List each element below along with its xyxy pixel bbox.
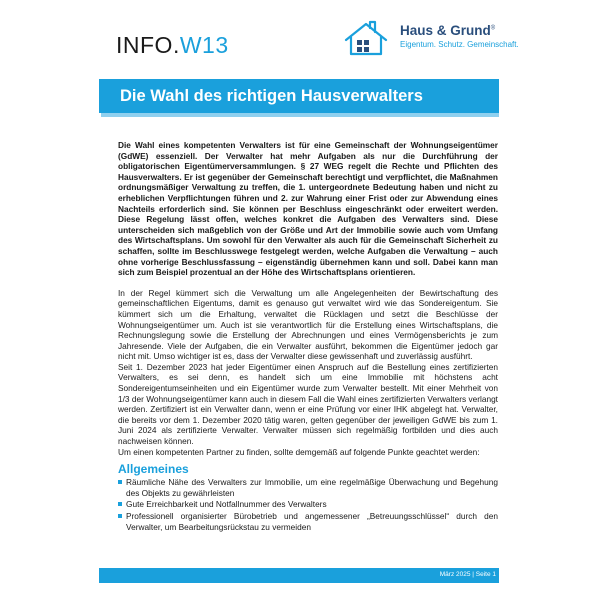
paragraph-2: Seit 1. Dezember 2023 hat jeder Eigentümer einen Anspruch auf die Bestellung eines zertifizierten Verwalters, es sei denn, es handelt sich um eine Immobilie mit höchstens acht Sondereigentumseinheiten und ein Eigentümer wurde zum Verwalter bestellt. Mit einer Mehrheit von 1/3 der Wohnungseigentümer kann auch in diesem Fall die Wahl eines zertifizierten Verwalters verlangt werden. Zertifiziert ist ein Verwalter dann, wenn er eine Prüfung vor einer IHK abgelegt hat. Verwalter, die bereits vor dem 1. Dezember 2020 tätig waren, gelten gegenüber der jeweiligen GdWE bis zum 1. Juni 2024 als zertifizierte Verwalter. Verwalter müssen sich regelmäßig fortbilden und dies auch nachweisen können. [118,361,498,447]
info-code-number: W13 [179,32,229,58]
list-item [118,477,498,498]
list-item-text: Räumliche Nähe des Verwalters zur Immobilie, um eine regelmäßige Überwachung und Begehung des Objekts zu gewährleisten [126,477,498,498]
bullet-square-icon [118,502,122,506]
bullet-square-icon [118,514,122,518]
bullet-list [118,477,498,532]
paragraph-1: In der Regel kümmert sich die Verwaltung um alle Angelegenheiten der Bewirtschaftung des gemeinschaftlichen Eigentums, damit es genauso gut verwaltet wird wie das Sondereigentum. Sie kümmert sich um die Erhaltung, verwaltet die Rücklagen und setzt die Beschlüsse der Wohnungseigentümer um. Auch ist sie verantwortlich für die Erstellung eines Wirtschaftsplans, die Rechnungslegung sowie die Erstellung der Abrechnungen und eines Vermögensberichts je zum Jahresende. Viele der Aufgaben, die ein Verwalter ausführt, bekommen die Eigentümer jedoch gar nicht mit. Umso wichtiger ist es, dass der Verwalter diese gewissenhaft und zuverlässig ausführt. [118,287,498,362]
page-title: Die Wahl des richtigen Hausverwalters [120,87,423,105]
registered-mark: ® [490,25,496,32]
intro-paragraph: Die Wahl eines kompetenten Verwalters ist für eine Gemeinschaft der Wohnungseigentümer (GdWE) essenziell. Der Verwalter hat mehr Aufgaben als nur die Durchführung der obligatorischen Eigentümerversammlungen. § 27 WEG regelt die Rechte und Pflichten des Hausverwalters. Er ist gegenüber der Gemeinschaft berechtigt und verpflichtet, die Maßnahmen ordnungsmäßiger Verwaltung zu treffen, die 1. untergeordnete Bedeutung haben und nicht zu erheblichen Verpflichtungen führen und 2. zur Wahrung einer Frist oder zur Abwendung eines Nachteils erforderlich sind. Sie können per Beschluss eingeschränkt oder erweitert werden. Diese Regelung lässt offen, welches konkret die Aufgaben des Verwalters sind. Diese unterscheiden sich maßgeblich von der Größe und Art der Immobilie sowie auch vom Umfang des Wirtschaftsplans. Um sowohl für den Verwalter als auch für die Gemeinschaft Sicherheit zu schaffen, sollte im Beschlusswege festgelegt werden, welche Aufgaben die Verwaltung – auch ohne vorherige Beschlussfassung – eigenständig übernehmen kann und soll. Dabei kann man sich zum Beispiel prozentual an der Höhe des Wirtschaftsplans orientieren. [118,140,498,278]
brand-tagline: Eigentum. Schutz. Gemeinschaft. [400,40,519,49]
list-item [118,499,498,510]
section-heading: Allgemeines [118,462,189,477]
list-item [118,511,498,532]
bullet-square-icon [118,480,122,484]
brand-name [400,23,495,38]
document-body [118,140,498,533]
list-item-text: Gute Erreichbarkeit und Notfallnummer des Verwalters [126,499,327,510]
paragraph-3: Um einen kompetenten Partner zu finden, sollte demgemäß auf folgende Punkte geachtet werden: [118,446,480,457]
brand-name-text: Haus & Grund [400,23,491,38]
footer-page-info: März 2025 | Seite 1 [439,571,496,578]
list-item-text: Professionell organisierter Bürobetrieb und angemessener „Betreuungsschlüssel“ durch den Verwalter, um Bearbeitungsrückstau zu vermeiden [126,511,498,532]
info-code-prefix: INFO. [116,32,180,58]
info-code [116,32,229,59]
